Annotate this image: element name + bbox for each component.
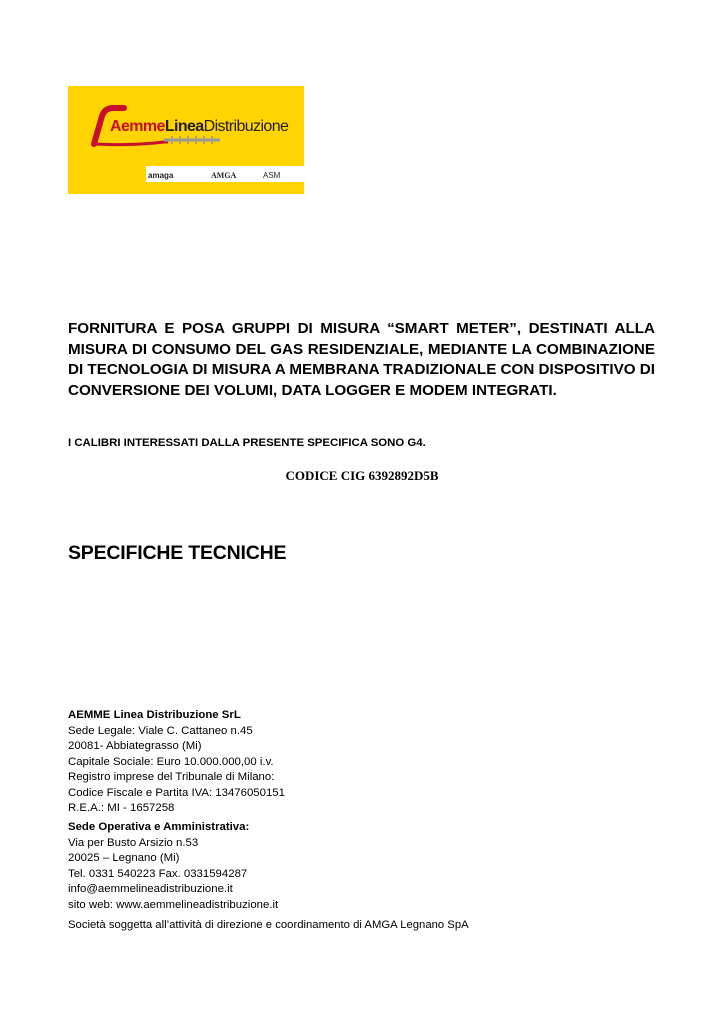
- logo-wordmark: [110, 118, 288, 136]
- email-link[interactable]: info@aemmelineadistribuzione.it: [68, 883, 233, 895]
- operativa-line: Tel. 0331 540223 Fax. 0331594287: [68, 867, 248, 880]
- section-title: SPECIFICHE TECNICHE: [68, 542, 287, 564]
- calibri-note: I CALIBRI INTERESSATI DALLA PRESENTE SPECIFICA SONO G4.: [68, 437, 426, 449]
- logo-word-linea: Linea: [164, 118, 204, 135]
- logo-word-distribuzione: Distribuzione: [203, 118, 289, 135]
- company-line: R.E.A.: MI - 1657258: [68, 802, 175, 814]
- company-info: [68, 708, 285, 817]
- operativa-line: 20025 – Legnano (Mi): [68, 852, 180, 864]
- company-line: Registro imprese del Tribunale di Milano:: [68, 771, 275, 783]
- company-line: Sede Legale: Viale C. Cattaneo n.45: [68, 724, 253, 737]
- partner-amaga: amaga: [148, 171, 174, 180]
- partner-asm: ASM: [263, 171, 281, 180]
- operativa-line: Via per Busto Arsizio n.53: [68, 836, 199, 849]
- company-line: Codice Fiscale e Partita IVA: 13476050151: [68, 786, 285, 799]
- company-logo: [68, 86, 304, 194]
- partner-amga: AMGA: [211, 171, 237, 180]
- operativa-info: [68, 820, 278, 913]
- footer-note: Società soggetta all’attività di direzione e coordinamento di AMGA Legnano SpA: [68, 919, 469, 931]
- operativa-heading: Sede Operativa e Amministrativa:: [68, 821, 250, 833]
- company-line: Capitale Sociale: Euro 10.000.000,00 i.v.: [68, 755, 274, 768]
- company-name: AEMME Linea Distribuzione SrL: [68, 709, 241, 721]
- logo-word-aemme: Aemme: [110, 118, 165, 135]
- website-link[interactable]: sito web: www.aemmelineadistribuzione.it: [68, 898, 279, 911]
- cig-code: CODICE CIG 6392892D5B: [285, 468, 439, 483]
- company-line: 20081- Abbiategrasso (Mi): [68, 740, 202, 752]
- document-title: FORNITURA E POSA GRUPPI DI MISURA “SMART METER”, DESTINATI ALLA MISURA DI CONSUMO DEL GAS RESIDENZIALE, MEDIANTE LA COMBINAZIONE DI TECNOLOGIA DI MISURA A MEMBRANA TRADIZIONALE CON DISPOSITIVO DI CONVERSIONE DEI VOLUMI, DATA LOGGER E MODEM INTEGRATI.: [68, 320, 655, 399]
